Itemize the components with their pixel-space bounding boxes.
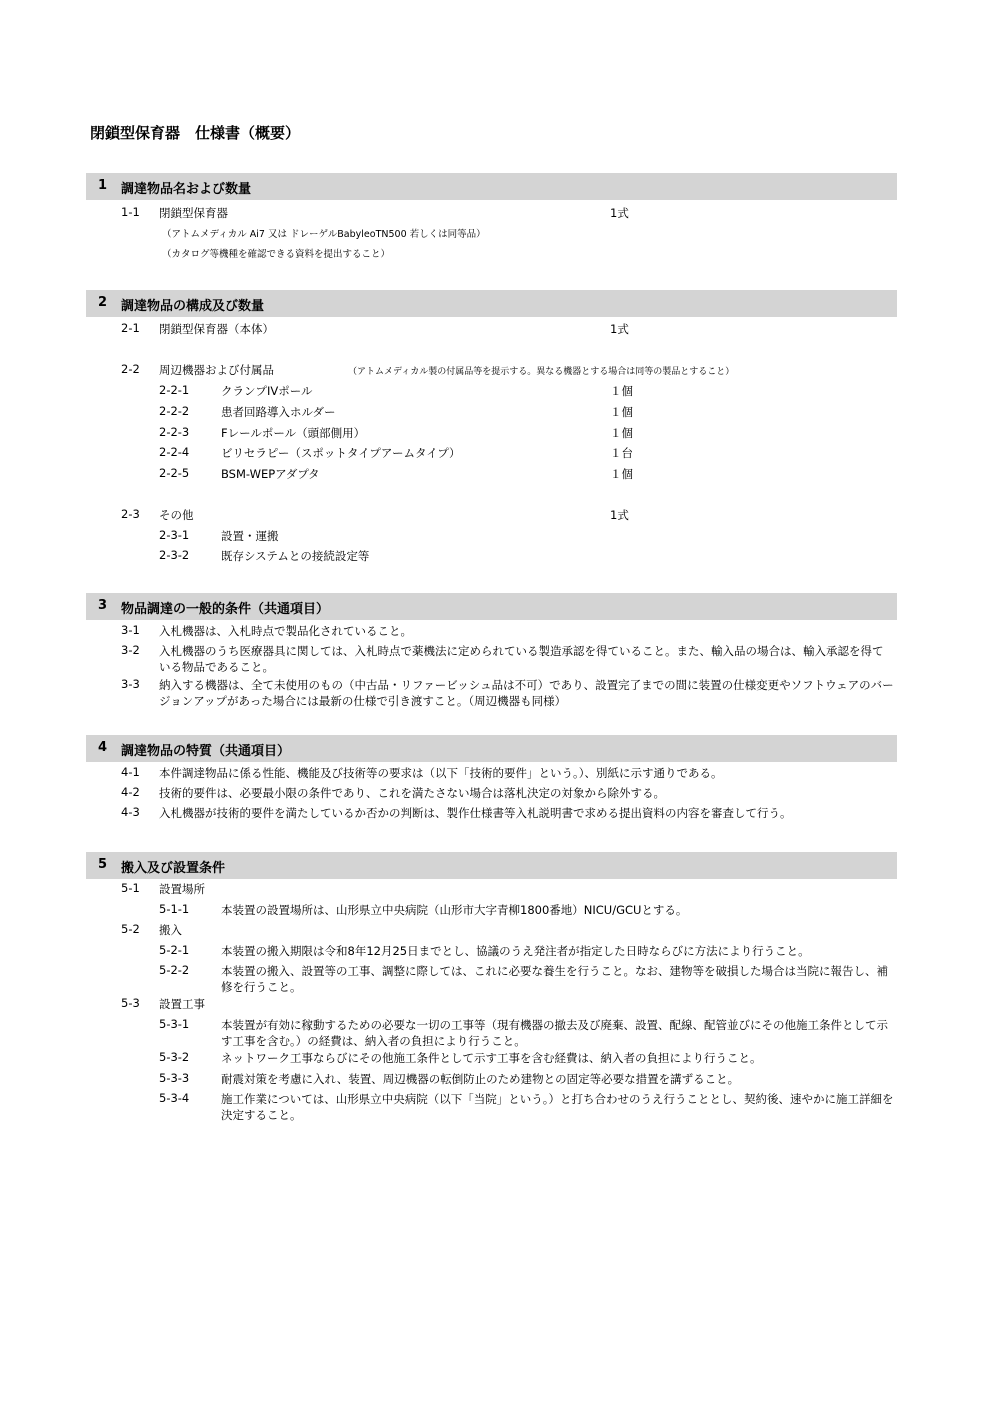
item-note: （アトムメディカル製の付属品等を提示する。異なる機器とする場合は同等の製品とすること） xyxy=(348,367,735,377)
item-note: （アトムメディカル Ai7 又は ドレーゲルBabyleoTN500 若しくは同等品） xyxy=(162,229,486,240)
section-title: 調達物品名および数量 xyxy=(121,182,252,197)
item-note: （カタログ等機種を確認できる資料を提出すること） xyxy=(162,249,391,260)
subitem-number: 2-3-2 xyxy=(159,548,190,562)
subitem-name: BSM-WEPアダプタ xyxy=(221,467,320,481)
section-number: 5 xyxy=(98,857,108,872)
clause-number: 4-3 xyxy=(121,805,140,819)
subitem-number: 2-2-3 xyxy=(159,425,190,439)
clause-text: 本装置の搬入、設置等の工事、調整に際しては、これに必要な養生を行うこと。なお、建物等を破損した場合は当院に報告し、補修を行うこと。 xyxy=(221,964,888,994)
clause-number: 3-3 xyxy=(121,677,140,691)
item-number: 1-1 xyxy=(121,205,140,219)
group-number: 5-2 xyxy=(121,922,140,936)
item-name: 周辺機器および付属品 xyxy=(159,363,274,377)
clause-number: 5-3-1 xyxy=(159,1017,190,1031)
subitem-name: クランプIVポール xyxy=(221,384,313,398)
clause-text: 入札機器のうち医療器具に関しては、入札時点で薬機法に定められている製造承認を得ていること。また、輸入品の場合は、輸入承認を得ている物品であること。 xyxy=(159,644,884,674)
section-3-header xyxy=(86,593,897,620)
subitem-quantity: １台 xyxy=(610,446,633,460)
subitem-number: 2-3-1 xyxy=(159,528,190,542)
subitem-quantity: １個 xyxy=(610,426,633,440)
page-title: 閉鎖型保育器 仕様書（概要） xyxy=(90,124,301,142)
section-number: 1 xyxy=(98,178,108,193)
clause-text: ネットワーク工事ならびにその他施工条件として示す工事を含む経費は、納入者の負担により行うこと。 xyxy=(221,1051,762,1065)
clause-text: 本件調達物品に係る性能、機能及び技術等の要求は（以下「技術的要件」という。）、別紙に示す通りである。 xyxy=(159,766,723,780)
group-number: 5-3 xyxy=(121,996,140,1010)
section-title: 調達物品の構成及び数量 xyxy=(121,299,265,314)
section-1-header xyxy=(86,173,897,200)
group-label: 設置場所 xyxy=(159,882,205,896)
clause-text: 耐震対策を考慮に入れ、装置、周辺機器の転倒防止のため建物との固定等必要な措置を講ずること。 xyxy=(221,1072,740,1086)
section-title: 物品調達の一般的条件（共通項目） xyxy=(121,602,330,617)
clause-number: 5-3-4 xyxy=(159,1091,190,1105)
item-quantity: 1式 xyxy=(610,508,629,522)
section-5-header xyxy=(86,852,897,879)
clause-number: 3-1 xyxy=(121,623,140,637)
clause-text: 技術的要件は、必要最小限の条件であり、これを満たさない場合は落札決定の対象から除外する。 xyxy=(159,786,665,800)
subitem-name: 既存システムとの接続設定等 xyxy=(221,549,370,563)
item-quantity: 1式 xyxy=(610,322,629,336)
item-name: 閉鎖型保育器 xyxy=(159,206,228,220)
clause-number: 5-3-2 xyxy=(159,1050,190,1064)
subitem-number: 2-2-1 xyxy=(159,383,190,397)
item-name: 閉鎖型保育器（本体） xyxy=(159,322,274,336)
item-name: その他 xyxy=(159,508,194,522)
clause-text: 入札機器は、入札時点で製品化されていること。 xyxy=(159,624,412,638)
section-number: 3 xyxy=(98,598,108,613)
clause-text: 施工作業については、山形県立中央病院（以下「当院」という。）と打ち合わせのうえ行うこととし、契約後、速やかに施工詳細を決定すること。 xyxy=(221,1092,894,1122)
clause-number: 4-1 xyxy=(121,765,140,779)
clause-text: 本装置の搬入期限は令和8年12月25日までとし、協議のうえ発注者が指定した日時ならびに方法により行うこと。 xyxy=(221,944,810,958)
clause-number: 4-2 xyxy=(121,785,140,799)
section-title: 搬入及び設置条件 xyxy=(121,861,226,876)
item-number: 2-2 xyxy=(121,362,140,376)
subitem-name: 患者回路導入ホルダー xyxy=(221,405,336,419)
section-2-header xyxy=(86,290,897,317)
clause-number: 5-3-3 xyxy=(159,1071,190,1085)
subitem-quantity: １個 xyxy=(610,384,633,398)
subitem-quantity: １個 xyxy=(610,405,633,419)
clause-text: 本装置の設置場所は、山形県立中央病院（山形市大字青柳1800番地）NICU/GCUとする。 xyxy=(221,903,688,917)
section-title: 調達物品の特質（共通項目） xyxy=(121,744,291,759)
item-quantity: 1式 xyxy=(610,206,629,220)
clause-number: 5-2-1 xyxy=(159,943,190,957)
subitem-number: 2-2-2 xyxy=(159,404,190,418)
section-number: 4 xyxy=(98,740,108,755)
clause-text: 入札機器が技術的要件を満たしているか否かの判断は、製作仕様書等入札説明書で求める提出資料の内容を審査して行う。 xyxy=(159,806,792,820)
clause-text: 本装置が有効に稼動するための必要な一切の工事等（現有機器の撤去及び廃棄、設置、配線、配管並びにその他施工条件として示す工事を含む。）の経費は、納入者の負担により行うこと。 xyxy=(221,1018,888,1048)
clause-number: 3-2 xyxy=(121,643,140,657)
subitem-name: 設置・運搬 xyxy=(221,529,279,543)
subitem-name: Fレールポール（頭部側用） xyxy=(221,426,366,440)
group-number: 5-1 xyxy=(121,881,140,895)
section-number: 2 xyxy=(98,295,108,310)
clause-number: 5-2-2 xyxy=(159,963,190,977)
subitem-number: 2-2-4 xyxy=(159,445,190,459)
clause-number: 5-1-1 xyxy=(159,902,190,916)
group-label: 搬入 xyxy=(159,923,182,937)
subitem-name: ビリセラピー（スポットタイプアームタイプ） xyxy=(221,446,461,460)
item-number: 2-1 xyxy=(121,321,140,335)
section-4-header xyxy=(86,735,897,762)
subitem-quantity: １個 xyxy=(610,467,633,481)
clause-text: 納入する機器は、全て未使用のもの（中古品・リファービッシュ品は不可）であり、設置完了までの間に装置の仕様変更やソフトウェアのバージョンアップがあった場合には最新の仕様で引き渡すこと。（周辺機器も同様） xyxy=(159,678,894,708)
subitem-number: 2-2-5 xyxy=(159,466,190,480)
group-label: 設置工事 xyxy=(159,997,205,1011)
item-number: 2-3 xyxy=(121,507,140,521)
